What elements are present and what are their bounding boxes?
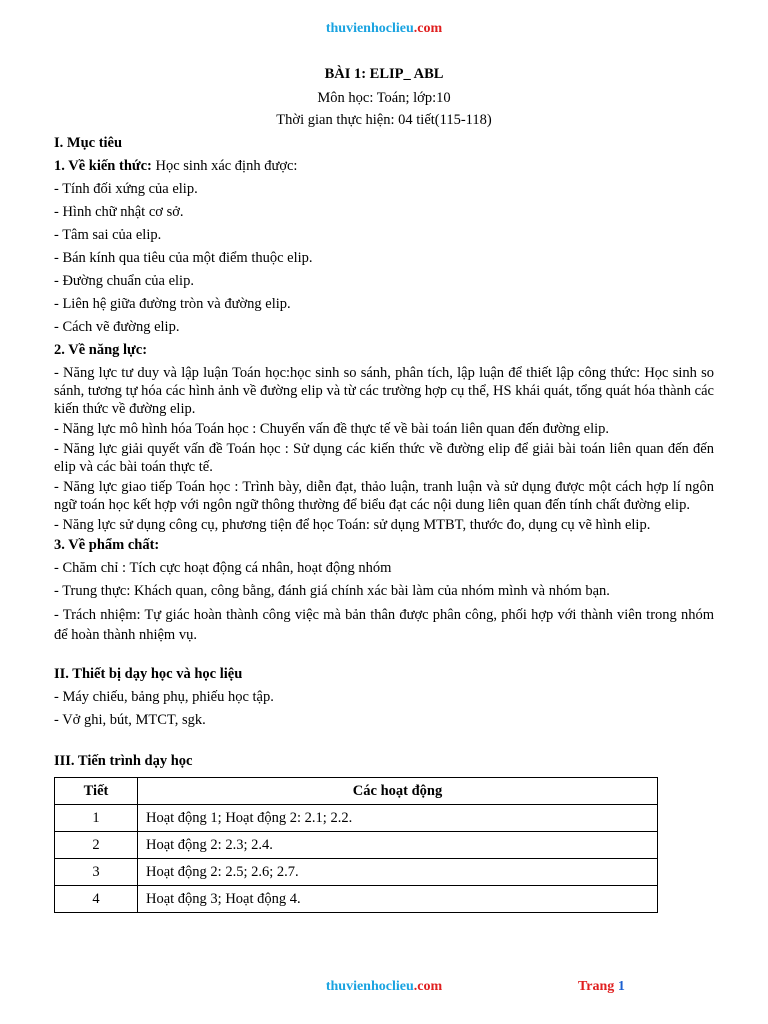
period-cell: 1 xyxy=(55,805,138,832)
competence-heading: 2. Về năng lực: xyxy=(54,342,148,358)
knowledge-item: - Tâm sai của elip. xyxy=(54,227,162,243)
footer-brand-main: thuvienhoclieu xyxy=(325,979,414,994)
quality-item: - Trung thực: Khách quan, công bằng, đánh giá chính xác bài làm của nhóm mình và nhóm bạn. xyxy=(54,583,610,599)
knowledge-item: - Cách vẽ đường elip. xyxy=(54,319,180,335)
competence-item: - Năng lực giao tiếp Toán học : Trình bày, diễn đạt, thảo luận, tranh luận và sử dụng được một cách hợp lí ngôn ngữ toán học kết hợp với ngôn ngữ thông thường để biểu đạt các nội dung liên quan đến tính chất đường elip. xyxy=(54,479,714,513)
section-process-heading: III. Tiến trình dạy học xyxy=(54,753,193,769)
period-cell: 3 xyxy=(55,859,138,886)
document-body xyxy=(54,132,714,913)
knowledge-item: - Hình chữ nhật cơ sở. xyxy=(54,204,184,220)
quality-item: - Chăm chỉ : Tích cực hoạt động cá nhân, hoạt động nhóm xyxy=(54,560,392,576)
table-row xyxy=(55,832,658,859)
knowledge-label: 1. Về kiến thức: xyxy=(54,158,152,174)
quality-heading: 3. Về phẩm chất: xyxy=(54,537,160,553)
header-brand[interactable] xyxy=(0,21,768,37)
title-block xyxy=(0,64,768,131)
footer-brand[interactable] xyxy=(0,979,768,995)
page-number-value: 1 xyxy=(617,979,625,994)
period-cell: 2 xyxy=(55,832,138,859)
period-cell: 4 xyxy=(55,886,138,913)
competence-item: - Năng lực mô hình hóa Toán học : Chuyển vấn đề thực tế về bài toán liên quan đến đường elip. xyxy=(54,421,610,437)
col-activities-header: Các hoạt động xyxy=(138,778,658,805)
knowledge-intro: Học sinh xác định được: xyxy=(151,158,298,174)
schedule-table xyxy=(54,777,658,913)
competence-item: - Năng lực giải quyết vấn đề Toán học : Sử dụng các kiến thức về đường elip để giải bài toán liên quan đến đến elip và các bài toán thực tế. xyxy=(54,441,714,475)
table-header-row xyxy=(55,778,658,805)
section-objectives-heading: I. Mục tiêu xyxy=(54,135,123,151)
table-row xyxy=(55,859,658,886)
activities-cell: Hoạt động 3; Hoạt động 4. xyxy=(138,886,658,913)
lesson-subject: Môn học: Toán; lớp:10 xyxy=(317,90,451,106)
spacer xyxy=(54,645,714,663)
lesson-duration: Thời gian thực hiện: 04 tiết(115-118) xyxy=(276,112,492,128)
page-label: Trang xyxy=(578,979,615,994)
section-equipment-heading: II. Thiết bị dạy học và học liệu xyxy=(54,666,243,682)
activities-cell: Hoạt động 2: 2.3; 2.4. xyxy=(138,832,658,859)
lesson-title: BÀI 1: ELIP_ ABL xyxy=(324,66,444,82)
knowledge-heading xyxy=(54,155,714,178)
activities-cell: Hoạt động 2: 2.5; 2.6; 2.7. xyxy=(138,859,658,886)
competence-item: - Năng lực tư duy và lập luận Toán học:học sinh so sánh, phân tích, lập luận để thiết lập công thức: Học sinh so sánh, tương tự hóa các hình ảnh về đường elip và từ các trường hợp cụ thể, HS khái quát, tổng quát hóa thành các kiến thức về đường elip. xyxy=(54,365,714,417)
knowledge-item: - Liên hệ giữa đường tròn và đường elip. xyxy=(54,296,291,312)
page-footer xyxy=(0,979,768,999)
knowledge-item: - Tính đối xứng của elip. xyxy=(54,181,198,197)
header-brand-tld: .com xyxy=(413,21,443,36)
table-row xyxy=(55,805,658,832)
activities-cell: Hoạt động 1; Hoạt động 2: 2.1; 2.2. xyxy=(138,805,658,832)
equipment-item: - Máy chiếu, bảng phụ, phiếu học tập. xyxy=(54,689,274,705)
quality-item: - Trách nhiệm: Tự giác hoàn thành công việc mà bản thân được phân công, phối hợp với thành viên trong nhóm để hoàn thành nhiệm vụ. xyxy=(54,607,714,643)
table-row xyxy=(55,886,658,913)
spacer xyxy=(54,732,714,750)
header-brand-main: thuvienhoclieu xyxy=(325,21,414,36)
page-number xyxy=(578,979,625,995)
footer-brand-tld: .com xyxy=(413,979,443,994)
knowledge-item: - Bán kính qua tiêu của một điểm thuộc elip. xyxy=(54,250,313,266)
equipment-item: - Vở ghi, bút, MTCT, sgk. xyxy=(54,712,206,728)
col-period-header: Tiết xyxy=(55,778,138,805)
knowledge-item: - Đường chuẩn của elip. xyxy=(54,273,194,289)
competence-item: - Năng lực sử dụng công cụ, phương tiện để học Toán: sử dụng MTBT, thước đo, dụng cụ vẽ hình elip. xyxy=(54,517,651,533)
